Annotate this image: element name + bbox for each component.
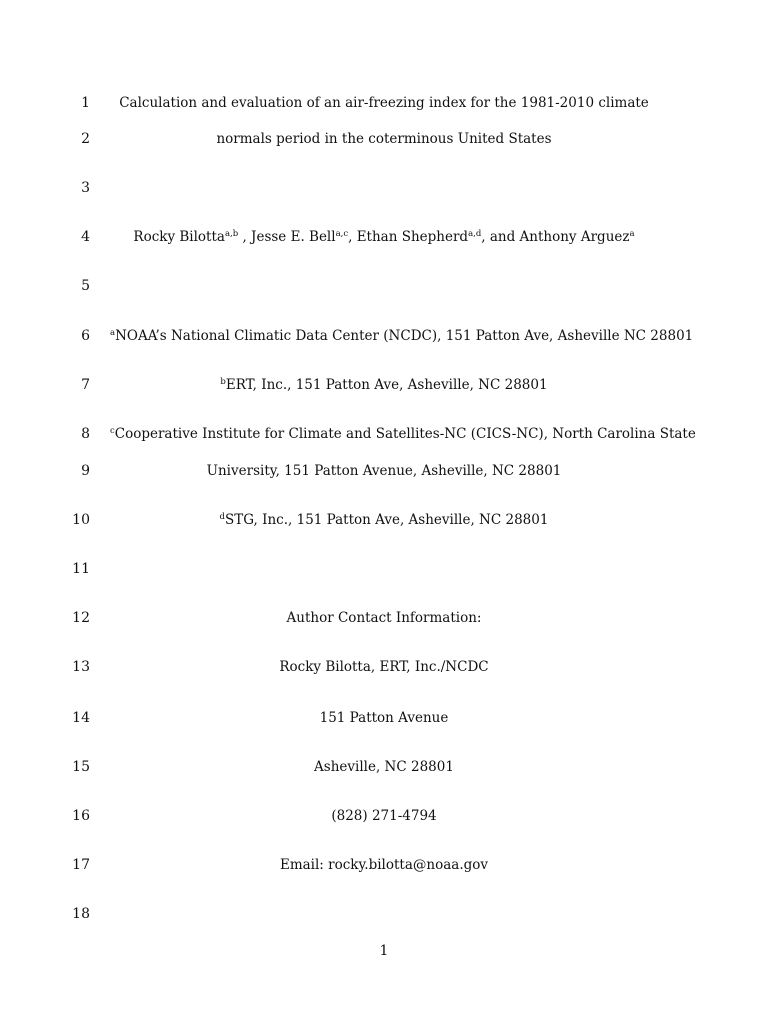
manuscript-line [0, 510, 768, 530]
line-number: 1 [81, 95, 90, 111]
paper-title-line-2: normals period in the coterminous United States [216, 131, 552, 147]
contact-name: Rocky Bilotta, ERT, Inc./NCDC [279, 659, 489, 675]
manuscript-line [0, 904, 768, 924]
contact-heading: Author Contact Information: [286, 610, 482, 626]
line-number: 6 [81, 328, 90, 344]
author-name: , Jesse E. Bell [238, 229, 336, 245]
line-number: 4 [81, 229, 90, 245]
affiliation-d [110, 510, 658, 530]
line-number: 16 [72, 808, 90, 824]
line-number: 18 [72, 906, 90, 922]
line-number: 14 [72, 710, 90, 726]
line-number: 13 [72, 659, 90, 675]
manuscript-line [0, 559, 768, 579]
affiliation-text: ERT, Inc., 151 Patton Ave, Asheville, NC 28801 [225, 377, 548, 393]
line-number: 7 [81, 377, 90, 393]
author-affiliation-mark: a [629, 229, 635, 239]
contact-phone: (828) 271-4794 [331, 808, 437, 824]
line-number: 8 [81, 426, 90, 442]
contact-street: 151 Patton Avenue [319, 710, 449, 726]
affiliation-mark: a [110, 328, 116, 338]
manuscript-line [0, 806, 768, 826]
contact-email: Email: rocky.bilotta@noaa.gov [279, 857, 489, 873]
manuscript-line [0, 227, 768, 247]
affiliation-text: NOAA’s National Climatic Data Center (NCDC), 151 Patton Ave, Asheville NC 28801 [115, 328, 694, 344]
line-number: 5 [81, 278, 90, 294]
manuscript-line [0, 757, 768, 777]
affiliation-mark: d [219, 512, 225, 522]
manuscript-line [0, 129, 768, 149]
manuscript-line [0, 93, 768, 113]
line-number: 10 [72, 512, 90, 528]
line-number: 15 [72, 759, 90, 775]
author-affiliation-mark: a,b [224, 229, 239, 239]
manuscript-line [0, 424, 768, 444]
author-affiliation-mark: a,c [335, 229, 349, 239]
affiliation-mark: b [220, 377, 226, 387]
manuscript-line [0, 375, 768, 395]
affiliation-text: STG, Inc., 151 Patton Ave, Asheville, NC 28801 [225, 512, 549, 528]
contact-city: Asheville, NC 28801 [314, 759, 454, 775]
affiliation-mark: c [110, 426, 115, 436]
author-affiliation-mark: a,d [468, 229, 482, 239]
manuscript-line [0, 326, 768, 346]
affiliation-text: Cooperative Institute for Climate and Satellites-NC (CICS-NC), North Carolina State [114, 426, 696, 442]
author-list [110, 227, 658, 247]
affiliation-a [110, 326, 694, 346]
affiliation-b [110, 375, 658, 395]
paper-title-line-1: Calculation and evaluation of an air-freezing index for the 1981-2010 climate [119, 95, 649, 111]
affiliation-c [110, 424, 696, 444]
line-number: 2 [81, 131, 90, 147]
page-number: 1 [379, 943, 389, 959]
manuscript-line [0, 657, 768, 677]
manuscript-line [0, 708, 768, 728]
manuscript-line [0, 608, 768, 628]
manuscript-line [0, 461, 768, 481]
author-name: , and Anthony Arguez [481, 229, 630, 245]
line-number: 12 [72, 610, 90, 626]
line-number: 11 [72, 561, 90, 577]
manuscript-line [0, 855, 768, 875]
author-name: Rocky Bilotta [133, 229, 225, 245]
manuscript-line [0, 276, 768, 296]
affiliation-c-continued: University, 151 Patton Avenue, Asheville, NC 28801 [206, 463, 562, 479]
manuscript-line [0, 178, 768, 198]
line-number: 9 [81, 463, 90, 479]
line-number: 17 [72, 857, 90, 873]
author-name: , Ethan Shepherd [348, 229, 469, 245]
line-number: 3 [81, 180, 90, 196]
